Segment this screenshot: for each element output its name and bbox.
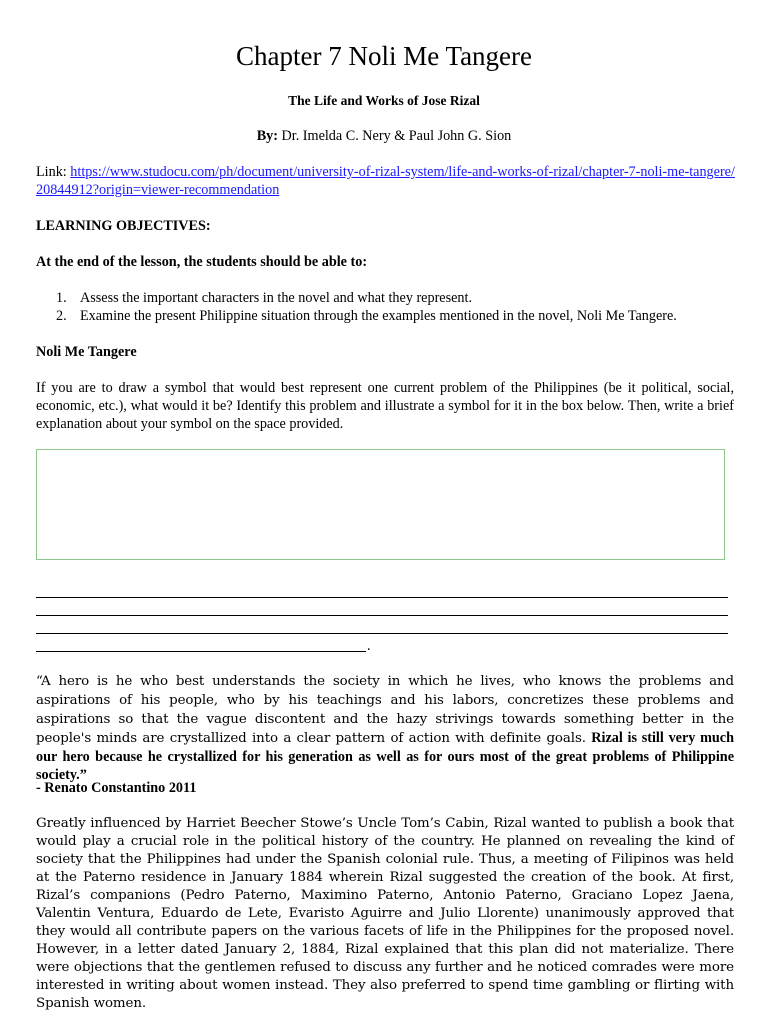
objective-text: Assess the important characters in the novel and what they represent. — [80, 290, 472, 306]
objective-item — [56, 289, 746, 307]
objective-item — [56, 307, 746, 325]
source-link-paragraph — [36, 163, 736, 199]
byline-label: By: — [256, 128, 278, 144]
answer-line[interactable] — [36, 651, 366, 652]
hero-quote — [36, 672, 734, 784]
body-paragraph: Greatly influenced by Harriet Beecher Stowe’s Uncle Tom’s Cabin, Rizal wanted to publish a book that would play a crucial role in the political history of the country. He planned on revealing the kind of society that the Philippines had under the Spanish colonial rule. Thus, a meeting of Filipinos was held at the Paterno residence in January 1884 wherein Rizal suggested the creation of the book. At first, Rizal’s companions (Pedro Paterno, Maximino Paterno, Antonio Paterno, Graciano Lopez Jaena, Valentin Ventura, Eduardo de Lete, Evaristo Aguirre and Julio Llorente) unanimously approved that they would all contribute papers on the various facets of life in the Philippines for the proposed novel. However, in a letter dated January 2, 1884, Rizal explained that this plan did not materialize. There were objections that the gentlemen refused to discuss any further and he noticed comrades were more interested in writing about women instead. They also preferred to spend time gambling or flirting with Spanish women. — [36, 816, 734, 1011]
quote-attribution: - Renato Constantino 2011 — [36, 780, 197, 796]
subtitle: The Life and Works of Jose Rizal — [288, 93, 480, 108]
link-label: Link: — [36, 164, 71, 180]
answer-line-end: . — [367, 638, 371, 654]
objectives-list — [56, 289, 746, 325]
page-title: Chapter 7 Noli Me Tangere — [235, 41, 533, 71]
source-link[interactable]: https://www.studocu.com/ph/document/university-of-rizal-system/life-and-works-of-rizal/chapter-7-noli-me-tangere/20844912?origin=viewer-recommendation — [36, 164, 735, 198]
quote-text: “A hero is he who best understands the society in which he lives, who knows the problems and aspirations of his people, who by his teachings and his labors, concretizes these problems and aspirations so that the vague discontent and the hazy strivings towards something better in the people's minds are crystallized into a clear pattern of action with definite goals. — [36, 674, 734, 746]
objectives-intro: At the end of the lesson, the students should be able to: — [36, 254, 368, 270]
answer-line[interactable] — [36, 597, 728, 598]
byline — [0, 127, 768, 145]
objective-number: 2. — [56, 308, 67, 324]
objective-number: 1. — [56, 290, 67, 306]
byline-authors: Dr. Imelda C. Nery & Paul John G. Sion — [277, 128, 512, 144]
answer-line[interactable] — [36, 615, 728, 616]
drawing-box[interactable] — [36, 449, 725, 560]
section-heading: Noli Me Tangere — [36, 344, 137, 360]
answer-line[interactable] — [36, 633, 728, 634]
activity-instructions: If you are to draw a symbol that would best represent one current problem of the Philippines (be it political, social, economic, etc.), what would it be? Identify this problem and illustrate a symbol for it in the box below. Then, write a brief explanation about your symbol on the space provided. — [36, 380, 734, 432]
objective-text: Examine the present Philippine situation through the examples mentioned in the novel, Noli Me Tangere. — [80, 308, 677, 324]
quote-emphasis: Rizal is still very much our hero because he crystallized for his generation as well as for ours most of the great problems of Philippine society.” — [36, 730, 734, 783]
learning-objectives-heading: LEARNING OBJECTIVES: — [36, 218, 211, 234]
